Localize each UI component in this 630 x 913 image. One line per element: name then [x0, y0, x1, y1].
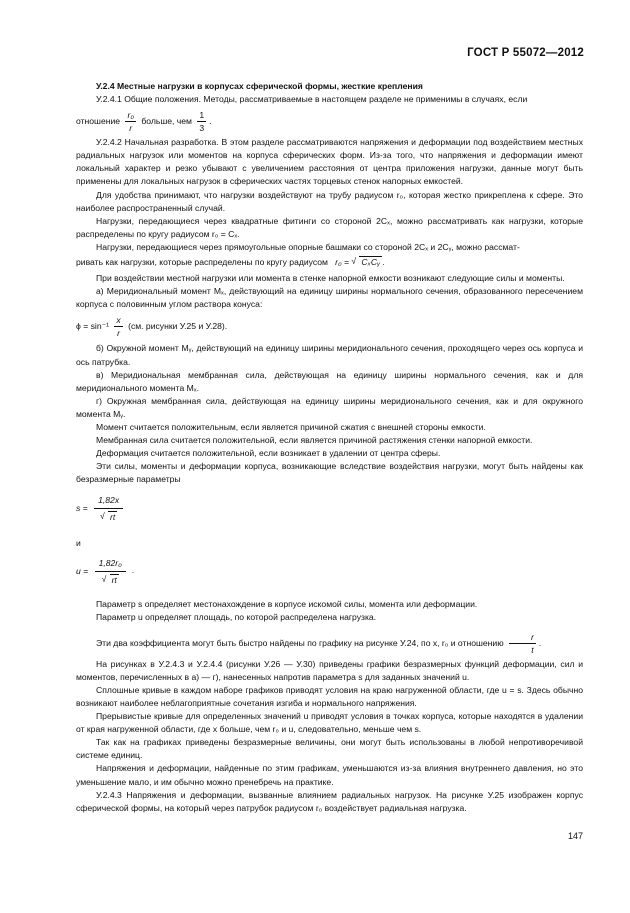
standard-header: ГОСТ Р 55072—2012 [467, 47, 584, 59]
ratio-fraction: $\frac{\text{r₀}}{r}$ [127, 110, 134, 134]
paragraph: Напряжения и деформации, найденные по этим графикам, уменьшаются из-за влияния внутреннего давления, но это уменьшение мало, и им обычно можно пренебречь на практике. [76, 763, 583, 787]
u-fraction: 1,82r₀ √ rt [95, 557, 126, 586]
formula-s: s = 1,82x √ rt [76, 494, 583, 523]
paragraph-with-fraction: Эти два коэффициента могут быть быстро найдены по графику на рисунке У.24, по x, r₀ и отношению $\frac{r}{t}$ . [96, 631, 542, 655]
paragraph: Нагрузки, передающиеся через квадратные фитинги со стороной 2Cₓ, можно рассматривать как нагрузки, которые распределены по кругу радиусом r₀ = Cₓ. [76, 215, 583, 239]
r-over-t-fraction: $\frac{r}{t}$ [509, 632, 536, 655]
paragraph: Мембранная сила считается положительной, если является причиной растяжения стенки напорной емкости. [96, 435, 533, 446]
formula-u: u = 1,82r₀ √ rt . [76, 557, 135, 585]
paragraph: Эти силы, моменты и деформации корпуса, возникающие вследствие воздействия нагрузки, могут быть найдены как безразмерные параметры [76, 461, 583, 485]
page-number: 147 [567, 831, 583, 841]
paragraph: У.2.4.2 Начальная разработка. В этом разделе рассматриваются напряжения и деформации под воздействием местных радиальных нагрузок или моментов на корпуса сферических форм. Из-за того, что напряжения и деформации имеют локальный характер и резко убывают с увеличением расстояния от центра приложения нагрузки, данные могут быть применены для локальных нагрузок в сферических частях торцевых стенок напорных емкостей. [76, 137, 583, 187]
x-over-r-fraction: $\frac{x}{r}$ [116, 315, 121, 339]
paragraph: Деформация считается положительной, если возникает в удалении от центра сферы. [96, 448, 441, 459]
paragraph: г) Окружная мембранная сила, действующая на единицу ширины меридионального сечения, как и для окружного момента Mᵧ. [76, 395, 583, 419]
paragraph: Так как на графиках приведены безразмерные величины, они могут быть использованы в любой непротиворечивой системе единиц. [76, 737, 583, 761]
paragraph: Нагрузки, передающиеся через прямоугольные опорные башмаки со стороной 2Cₓ и 2Cᵧ, можно рассмат- [96, 241, 520, 252]
paragraph: Параметр u определяет площадь, по которой распределена нагрузка. [96, 611, 377, 622]
s-fraction: 1,82x √ rt [94, 494, 123, 523]
conjunction-and: и [76, 538, 81, 549]
paragraph: в) Меридиональная мембранная сила, действующая на единицу ширины нормального сечения, как и для меридионального момента Mₓ. [76, 369, 583, 393]
paragraph: а) Меридиональный момент Mₓ, действующий на единицу ширины нормального сечения, образованного пересечением корпуса с половинным углом раствора конуса: [76, 286, 583, 310]
paragraph: У.2.4.1 Общие положения. Методы, рассматриваемые в настоящем разделе не применимы в случаях, если [96, 94, 528, 105]
paragraph-continuation: ривать как нагрузки, которые распределены по кругу радиусом r₀ = √ CₓCᵧ . [76, 256, 583, 269]
paragraph: б) Окружной момент Mᵧ, действующий на единицу ширины меридионального сечения, проходящего через ось корпуса и ось патрубка. [76, 343, 583, 367]
sqrt-formula: √ CₓCᵧ [351, 256, 381, 268]
paragraph: Для удобства принимают, что нагрузки воздействуют на трубу радиусом r₀, которая жестко прикреплена к сфере. Это наиболее распространенный случай. [76, 189, 583, 213]
paragraph: Момент считается положительным, если является причиной сжатия с внешней стороны емкости. [96, 421, 486, 432]
paragraph: При воздействии местной нагрузки или момента в стенке напорной емкости возникают следующие силы и моменты. [96, 273, 565, 284]
page-content [76, 80, 583, 815]
ratio-line: отношение $\frac{\text{r₀}}{r}$ больше, чем $\frac{1}{3}$ . [76, 110, 212, 134]
paragraph: Прерывистые кривые для определенных значений u приводят условия в точках корпуса, которые находятся в удалении от края нагруженной области, где x больше, чем r₀ и u, следовательно, меньше чем s. [76, 711, 583, 735]
one-third-fraction: $\frac{1}{3}$ [199, 110, 205, 134]
formula-phi: ϕ = sin⁻¹ $\frac{x}{r}$ (см. рисунки У.25 и У.28). [76, 315, 228, 339]
section-title: У.2.4 Местные нагрузки в корпусах сферической формы, жесткие крепления [96, 81, 423, 91]
paragraph: На рисунках в У.2.4.3 и У.2.4.4 (рисунки У.26 — У.30) приведены графики безразмерных функций деформации, сил и моментов, перечисленных в а) — г), нанесенных напротив параметра s для заданных значений u. [76, 658, 583, 682]
paragraph: У.2.4.3 Напряжения и деформации, вызванные влиянием радиальных нагрузок. На рисунке У.25 изображен корпус сферической формы, на который через патрубок радиусом r₀ воздействует радиальная нагрузка. [76, 789, 583, 813]
paragraph: Сплошные кривые в каждом наборе графиков приводят условия на краю нагруженной области, где u = s. Здесь обычно возникают наиболее неблагоприятные сочетания изгиба и нормального напряжения. [76, 684, 583, 708]
paragraph: Параметр s определяет местонахождение в корпусе искомой силы, момента или деформации. [96, 598, 478, 609]
